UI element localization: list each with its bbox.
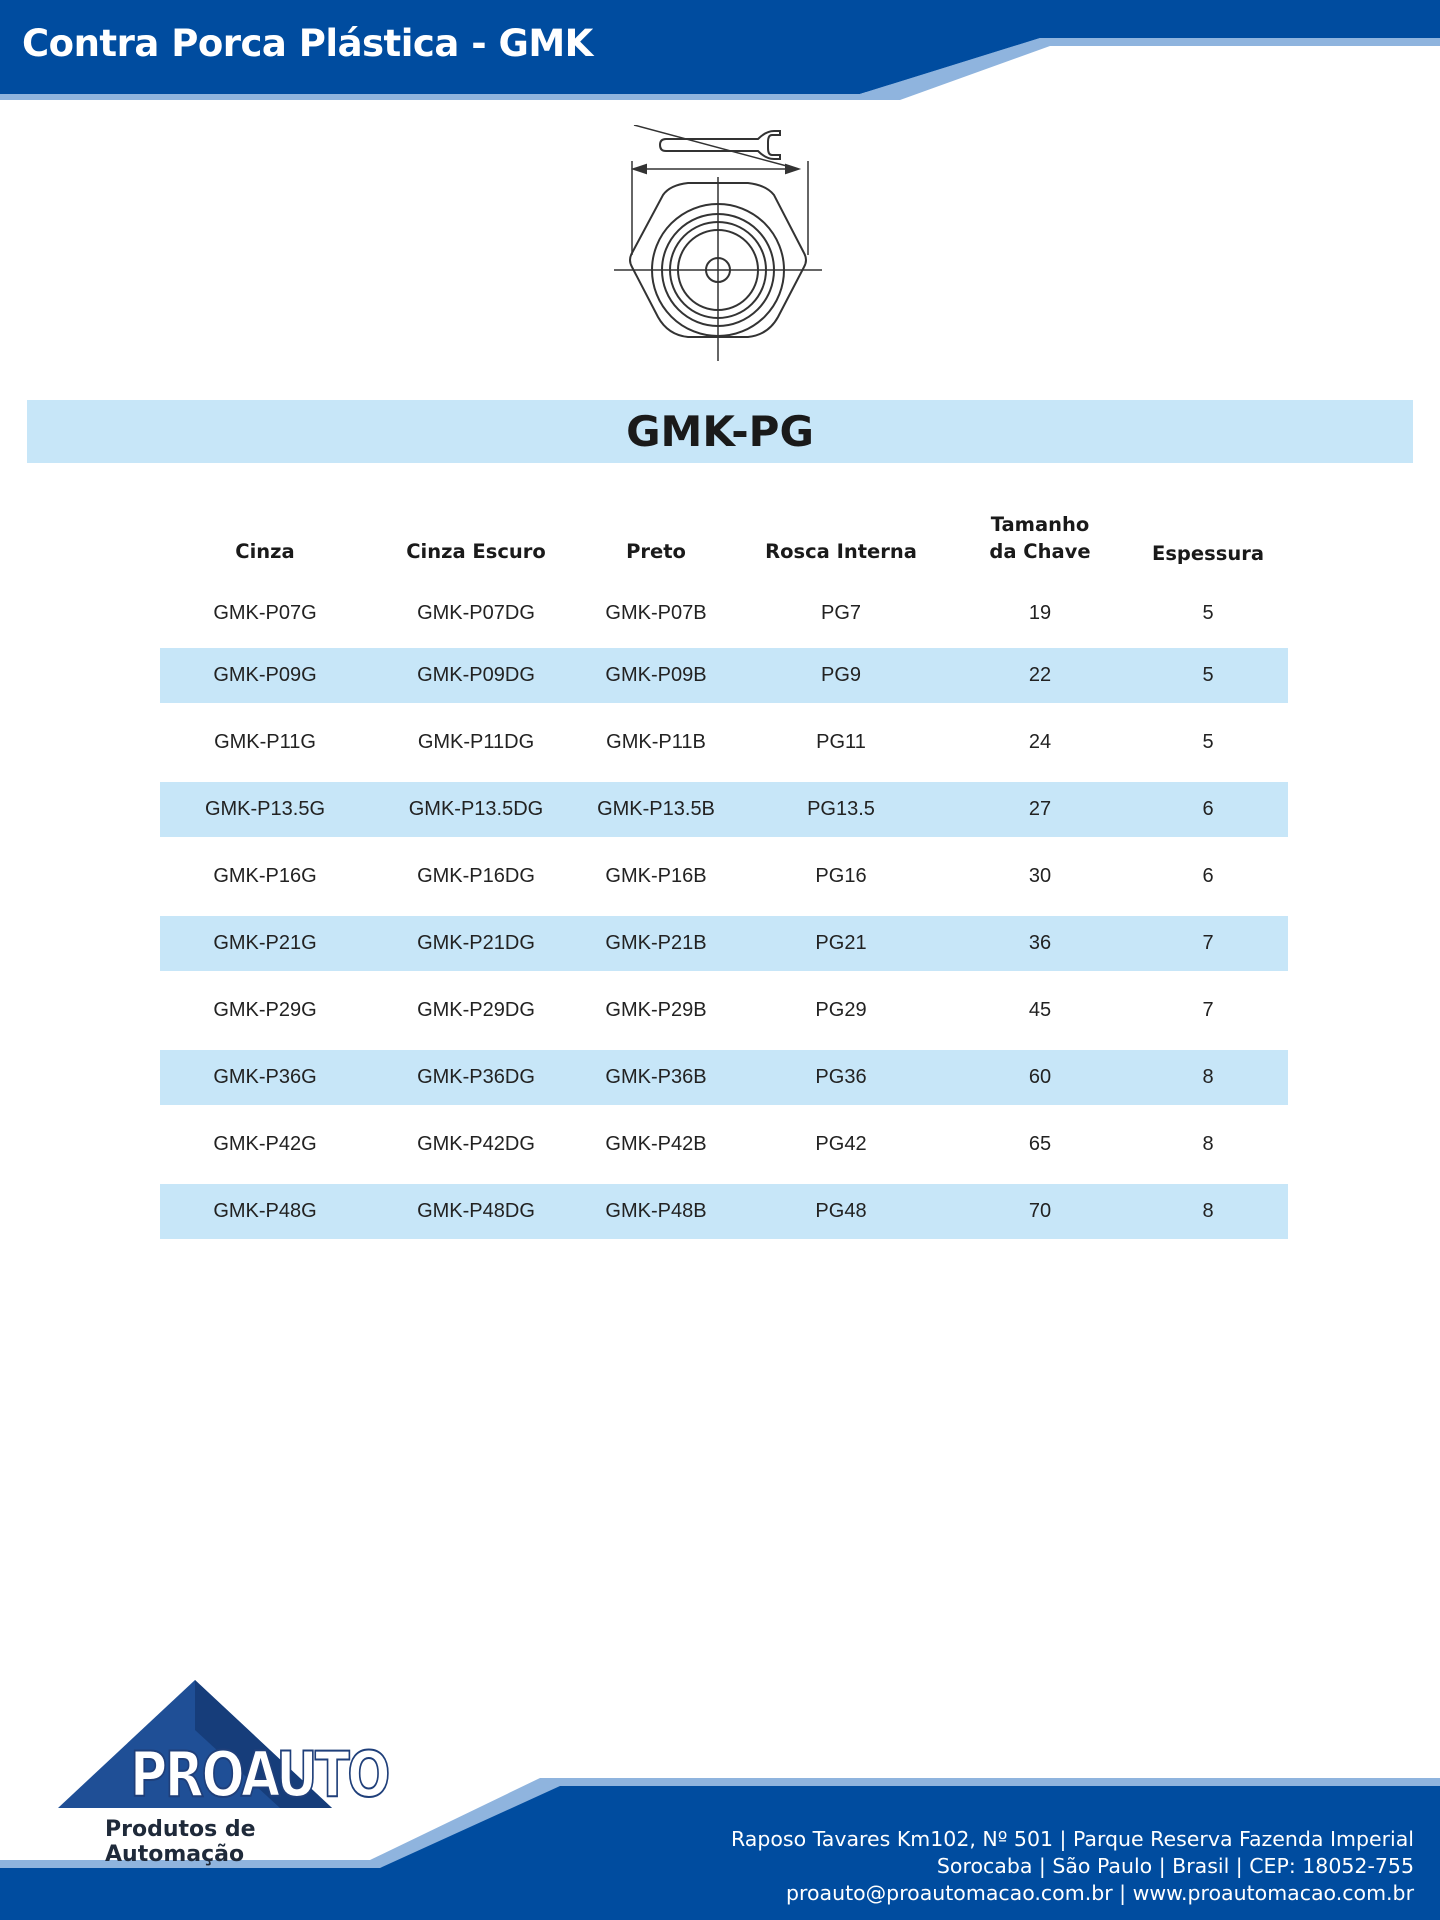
table-row xyxy=(160,1044,1288,1111)
table-row xyxy=(160,1178,1288,1245)
cell-espessura: 5 xyxy=(1202,731,1214,753)
section-title-band xyxy=(27,400,1413,463)
cell-rosca-interna: PG29 xyxy=(815,999,867,1021)
cell-tamanho-chave: 22 xyxy=(952,642,1128,709)
page-title: Contra Porca Plástica - GMK xyxy=(22,22,593,65)
cell-cinza-escuro: GMK-P42DG xyxy=(417,1133,535,1155)
cell-cinza: GMK-P13.5G xyxy=(160,776,370,843)
spec-table xyxy=(160,485,1288,1251)
table-row xyxy=(160,709,1288,776)
cell-espessura: 8 xyxy=(1128,1178,1288,1245)
header-espessura: Espessura xyxy=(1152,541,1264,565)
cell-preto: GMK-P07B xyxy=(605,602,707,624)
cell-cinza: GMK-P16G xyxy=(213,865,317,887)
cell-cinza-escuro: GMK-P36DG xyxy=(370,1044,582,1111)
header-tamanho-line1: Tamanho xyxy=(990,513,1090,536)
cell-preto: GMK-P42B xyxy=(605,1133,707,1155)
cell-cinza: GMK-P48G xyxy=(160,1178,370,1245)
cell-tamanho-chave: 36 xyxy=(952,910,1128,977)
logo-tagline: Produtos de Automação xyxy=(105,1817,256,1867)
table-row xyxy=(160,591,1288,642)
cell-cinza: GMK-P11G xyxy=(214,731,316,753)
header-cinza: Cinza xyxy=(235,539,295,563)
header-cinza-escuro: Cinza Escuro xyxy=(406,539,546,563)
cell-preto: GMK-P48B xyxy=(582,1178,730,1245)
cell-tamanho-chave: 24 xyxy=(1028,731,1052,753)
cell-rosca-interna: PG16 xyxy=(815,865,867,887)
cell-rosca-interna: PG42 xyxy=(815,1133,867,1155)
cell-cinza: GMK-P29G xyxy=(213,999,317,1021)
logo-text: PROAUTO xyxy=(130,1738,389,1811)
cell-cinza-escuro: GMK-P09DG xyxy=(370,642,582,709)
cell-cinza-escuro: GMK-P21DG xyxy=(370,910,582,977)
cell-preto: GMK-P11B xyxy=(606,731,706,753)
cell-cinza: GMK-P09G xyxy=(160,642,370,709)
cell-cinza-escuro: GMK-P13.5DG xyxy=(370,776,582,843)
table-row xyxy=(160,1111,1288,1178)
cell-rosca-interna: PG48 xyxy=(730,1178,952,1245)
footer-address-line1: Raposo Tavares Km102, Nº 501 | Parque Reserva Fazenda Imperial xyxy=(731,1827,1414,1851)
header-preto: Preto xyxy=(626,539,686,563)
table-row xyxy=(160,843,1288,910)
cell-tamanho-chave: 30 xyxy=(1028,865,1052,887)
cell-cinza-escuro: GMK-P11DG xyxy=(417,731,535,753)
cell-preto: GMK-P36B xyxy=(582,1044,730,1111)
header-tamanho-chave xyxy=(952,485,1128,591)
cell-cinza: GMK-P21G xyxy=(160,910,370,977)
table-row xyxy=(160,776,1288,843)
cell-espessura: 7 xyxy=(1128,910,1288,977)
header-tamanho-line2: da Chave xyxy=(989,540,1091,563)
table-row xyxy=(160,977,1288,1044)
cell-espessura: 8 xyxy=(1202,1133,1214,1155)
cell-espessura: 6 xyxy=(1128,776,1288,843)
footer-contact-line: proauto@proautomacao.com.br | www.proautomacao.com.br xyxy=(786,1881,1414,1905)
cell-tamanho-chave: 70 xyxy=(952,1178,1128,1245)
page-header xyxy=(0,0,1440,110)
cell-cinza: GMK-P36G xyxy=(160,1044,370,1111)
cell-espessura: 5 xyxy=(1128,642,1288,709)
hex-lock-nut-with-wrench-icon xyxy=(608,125,838,365)
cell-rosca-interna: PG21 xyxy=(730,910,952,977)
cell-tamanho-chave: 19 xyxy=(1028,602,1052,624)
cell-espessura: 8 xyxy=(1128,1044,1288,1111)
table-row xyxy=(160,910,1288,977)
cell-rosca-interna: PG13.5 xyxy=(730,776,952,843)
cell-rosca-interna: PG11 xyxy=(816,731,866,753)
cell-espessura: 7 xyxy=(1202,999,1214,1021)
cell-preto: GMK-P13.5B xyxy=(582,776,730,843)
cell-rosca-interna: PG36 xyxy=(730,1044,952,1111)
cell-cinza: GMK-P42G xyxy=(213,1133,317,1155)
cell-tamanho-chave: 45 xyxy=(1028,999,1052,1021)
cell-preto: GMK-P09B xyxy=(582,642,730,709)
cell-tamanho-chave: 65 xyxy=(1028,1133,1052,1155)
cell-cinza-escuro: GMK-P29DG xyxy=(417,999,535,1021)
cell-cinza-escuro: GMK-P07DG xyxy=(417,602,535,624)
cell-espessura: 6 xyxy=(1202,865,1214,887)
header-rosca-interna: Rosca Interna xyxy=(765,539,917,563)
table-body xyxy=(160,591,1288,1245)
cell-preto: GMK-P21B xyxy=(582,910,730,977)
table-header-row xyxy=(160,485,1288,591)
cell-cinza: GMK-P07G xyxy=(213,602,317,624)
cell-rosca-interna: PG9 xyxy=(730,642,952,709)
cell-espessura: 5 xyxy=(1202,602,1214,624)
cell-preto: GMK-P16B xyxy=(605,865,707,887)
cell-cinza-escuro: GMK-P48DG xyxy=(370,1178,582,1245)
cell-tamanho-chave: 27 xyxy=(952,776,1128,843)
proauto-logo xyxy=(50,1660,389,1867)
table-row xyxy=(160,642,1288,709)
cell-rosca-interna: PG7 xyxy=(820,602,862,624)
cell-preto: GMK-P29B xyxy=(605,999,707,1021)
cell-tamanho-chave: 60 xyxy=(952,1044,1128,1111)
section-title: GMK-PG xyxy=(626,407,814,456)
cell-cinza-escuro: GMK-P16DG xyxy=(417,865,535,887)
footer-address-line2: Sorocaba | São Paulo | Brasil | CEP: 18052-755 xyxy=(936,1854,1414,1878)
page-footer xyxy=(0,1660,1440,1920)
